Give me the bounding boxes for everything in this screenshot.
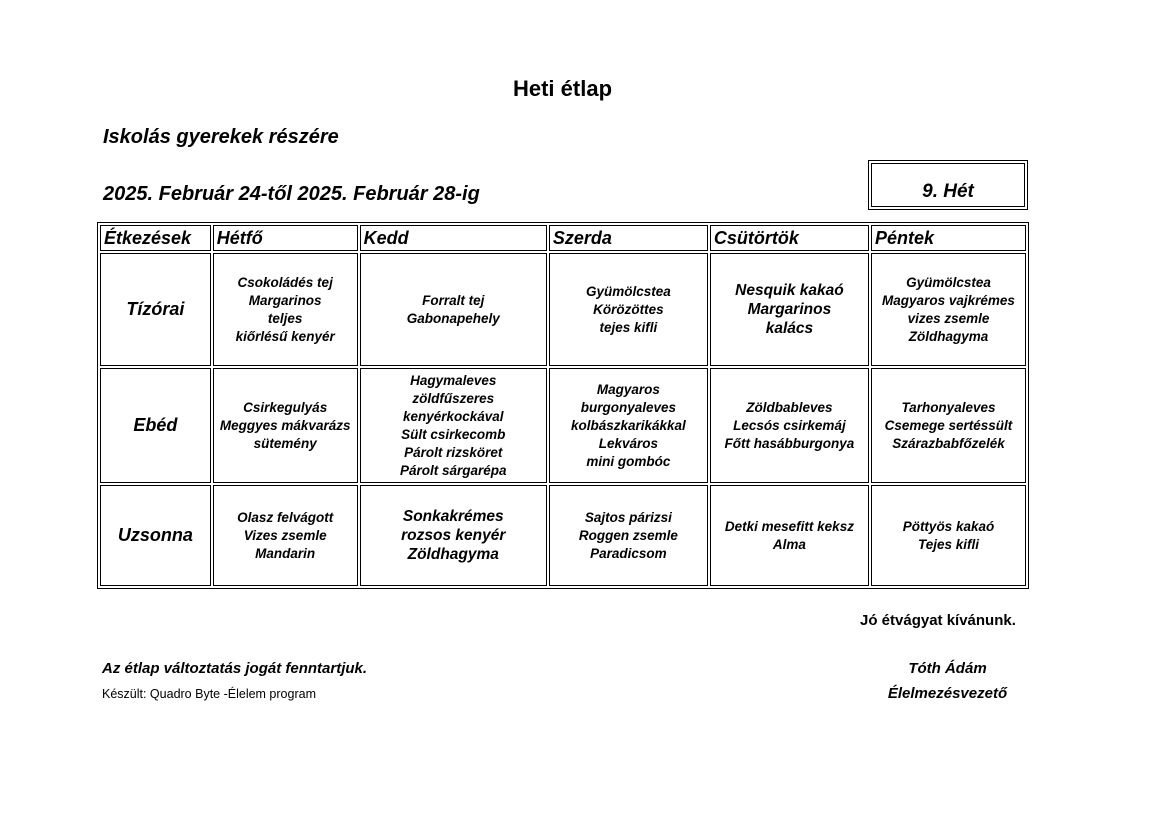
- menu-item: Csokoládés tej: [237, 274, 333, 290]
- menu-item: Margarinos: [248, 292, 322, 308]
- weekly-menu-table: [97, 222, 1029, 589]
- menu-item: Gyümölcstea: [906, 274, 991, 290]
- menu-cell: [213, 485, 358, 586]
- table-header-row: [100, 225, 1026, 251]
- menu-item: Gabonapehely: [406, 310, 500, 326]
- signer-name: Tóth Ádám: [908, 660, 987, 677]
- menu-item: kolbászkarikákkal: [570, 417, 686, 433]
- menu-item: Sajtos párizsi: [584, 509, 672, 525]
- menu-item: burgonyaleves: [580, 399, 677, 415]
- menu-cell: [360, 253, 547, 366]
- menu-item: Párolt rizsköret: [404, 444, 503, 460]
- menu-item: Szárazbabfőzelék: [892, 435, 1005, 451]
- meal-label: Uzsonna: [100, 485, 211, 586]
- menu-cell: [871, 368, 1026, 483]
- menu-item: Főtt hasábburgonya: [724, 435, 855, 451]
- menu-item: Zöldhagyma: [407, 546, 499, 563]
- menu-item: Detki mesefitt keksz: [724, 518, 854, 534]
- menu-item: Magyaros vajkrémes: [882, 292, 1015, 308]
- menu-cell: [710, 253, 869, 366]
- wish-text: Jó étvágyat kívánunk.: [860, 612, 1016, 629]
- menu-item: Tarhonyaleves: [901, 399, 996, 415]
- menu-item: kalács: [765, 320, 814, 337]
- menu-cell: [549, 368, 708, 483]
- menu-item: Sült csirkecomb: [401, 426, 506, 442]
- page-title: Heti étlap: [512, 76, 613, 101]
- menu-item: Nesquik kakaó: [735, 282, 844, 299]
- menu-item: Tejes kifli: [917, 536, 979, 552]
- menu-item: Olasz felvágott: [237, 509, 334, 525]
- menu-cell: [360, 368, 547, 483]
- menu-item: tejes kifli: [599, 319, 658, 335]
- menu-item: Zöldhagyma: [908, 328, 989, 344]
- menu-item: Csirkegulyás: [243, 399, 328, 415]
- table-row: [100, 485, 1026, 586]
- menu-cell: [710, 485, 869, 586]
- week-box: [868, 160, 1028, 210]
- menu-item: Magyaros: [596, 381, 660, 397]
- menu-item: Csemege sertéssült: [884, 417, 1013, 433]
- menu-item: Lecsós csirkemáj: [733, 417, 846, 433]
- header-day: Hétfő: [213, 225, 358, 251]
- header-day: Péntek: [871, 225, 1026, 251]
- menu-cell: [360, 485, 547, 586]
- menu-item: Sonkakrémes: [402, 508, 504, 525]
- menu-item: Paradicsom: [590, 545, 667, 561]
- menu-cell: [871, 485, 1026, 586]
- header-meals: Étkezések: [100, 225, 211, 251]
- menu-cell: [710, 368, 869, 483]
- menu-item: Alma: [772, 536, 806, 552]
- menu-item: Zöldbableves: [746, 399, 833, 415]
- menu-item: teljes: [267, 310, 303, 326]
- menu-cell: [549, 253, 708, 366]
- menu-cell: [213, 368, 358, 483]
- meal-label: Ebéd: [100, 368, 211, 483]
- date-range: 2025. Február 24-től 2025. Február 28-ig: [103, 183, 480, 205]
- menu-item: Lekváros: [598, 435, 659, 451]
- menu-cell: [549, 485, 708, 586]
- disclaimer-text: Az étlap változtatás jogát fenntartjuk.: [102, 660, 368, 677]
- menu-item: mini gombóc: [586, 453, 671, 469]
- menu-item: Pöttyös kakaó: [902, 518, 995, 534]
- signer-role: Élelmezésvezető: [887, 685, 1008, 702]
- menu-item: Roggen zsemle: [578, 527, 678, 543]
- menu-item: Margarinos: [747, 301, 832, 318]
- week-label: 9. Hét: [871, 163, 1025, 207]
- menu-item: zöldfűszeres: [412, 390, 495, 406]
- menu-cell: [213, 253, 358, 366]
- header-day: Szerda: [549, 225, 708, 251]
- menu-item: sütemény: [253, 435, 317, 451]
- menu-item: Körözöttes: [593, 301, 664, 317]
- menu-item: rozsos kenyér: [401, 527, 506, 544]
- menu-item: Hagymaleves: [410, 372, 497, 388]
- page-subtitle: Iskolás gyerekek részére: [103, 126, 339, 148]
- menu-item: kiőrlésű kenyér: [235, 328, 335, 344]
- table-row: [100, 253, 1026, 366]
- menu-item: Vizes zsemle: [243, 527, 327, 543]
- menu-item: Mandarin: [255, 545, 316, 561]
- menu-cell: [871, 253, 1026, 366]
- menu-item: Meggyes mákvarázs: [219, 417, 351, 433]
- menu-item: Gyümölcstea: [585, 283, 671, 299]
- header-day: Csütörtök: [710, 225, 869, 251]
- menu-item: kenyérkockával: [402, 408, 504, 424]
- menu-item: Párolt sárgarépa: [399, 462, 507, 478]
- table-row: [100, 368, 1026, 483]
- made-by-text: Készült: Quadro Byte -Élelem program: [102, 687, 316, 701]
- menu-item: Forralt tej: [422, 292, 485, 308]
- menu-item: vizes zsemle: [907, 310, 990, 326]
- meal-label: Tízórai: [100, 253, 211, 366]
- header-day: Kedd: [360, 225, 547, 251]
